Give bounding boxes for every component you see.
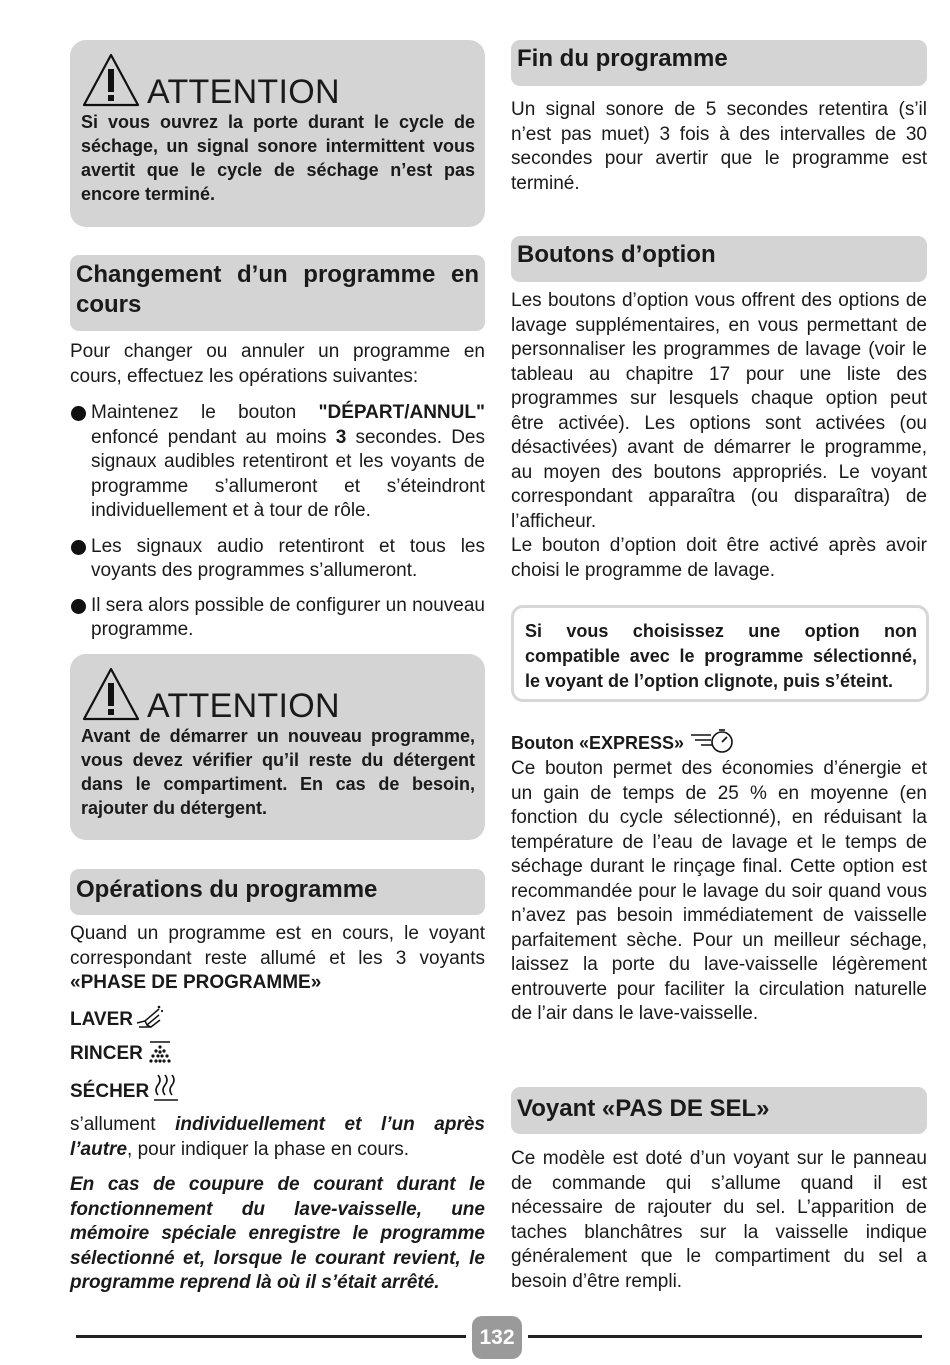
end-program-text: Un signal sonore de 5 secondes retentira (s’il n’est pas muet) 3 fois à des intervalles de 30 secondes pour avertir que le programme est terminé. [511,99,927,194]
heading-text: Voyant «PAS DE SEL» [517,1095,770,1122]
heading-text: Opérations du programme [76,876,378,903]
dry-steam-icon [151,1073,181,1103]
end-program-body [511,98,927,196]
section-heading-change-program [70,255,485,331]
power-cut-note: En cas de coupure de courant durant le fonctionnement du lave-vaisselle, une mémoire spéciale enregistre le programme sélectionné et, lorsque le courant revient, le programme reprend là où il s’était arrêté. [70,1174,485,1293]
text: Maintenez le bouton [91,402,319,423]
heading-text: Fin du programme [517,45,728,72]
incompatible-option-notice [511,605,929,702]
attention-title: ATTENTION [147,687,340,725]
express-label: Bouton «EXPRESS» [511,732,685,753]
text: enfoncé pendant au moins [91,426,336,448]
option-buttons-text: Les boutons d’option vous offrent des options de lavage supplémentaires, en vous permettant de personnaliser les programmes de lavage (voir le tableau au chapitre 17 pour une liste des programmes sur lesquels chaque option peut être activée). Les options sont activées (ou désactivées) avant de démarrer le programme, au moyen des boutons appropriés. Le voyant correspondant apparaîtra (ou disparaîtra) de l’afficheur. [511,290,927,532]
phase-wash [70,1003,165,1031]
express-section [511,729,927,1027]
attention-text: Si vous ouvrez la porte durant le cycle de séchage, un signal sonore intermittent vous avertit que le cycle de séchage n’est pas encore terminé. [81,112,475,204]
operations-intro-text [70,922,485,996]
section-heading-salt [511,1087,927,1134]
section-heading-end-program [511,40,927,86]
change-program-intro: Pour changer ou annuler un programme en cours, effectuez les opérations suivantes: [70,341,485,387]
attention-header [81,662,475,725]
phase-sequence-text [70,1113,485,1162]
option-buttons-note: Le bouton d’option doit être activé après avoir choisi le programme de lavage. [511,535,927,581]
express-clock-icon [689,727,735,755]
salt-body [511,1147,927,1294]
section-heading-option-buttons [511,236,927,282]
attention-box-detergent [70,654,485,840]
text: s’allument [70,1114,176,1135]
phase-label: «PHASE DE PROGRAMME» [70,972,322,993]
list-item [70,535,485,584]
button-name: "DÉPART/ANNUL" [318,402,485,423]
rinse-drops-icon [145,1039,175,1065]
bullet-icon [71,599,86,614]
heading-text: Boutons d’option [517,241,716,268]
phase-label: RINCER [70,1043,143,1064]
footer-rule-right [528,1335,922,1338]
attention-box-drying [70,40,485,227]
heading-text: Changement d’un programme en cours [76,261,479,318]
phase-label: LAVER [70,1009,133,1030]
section-heading-operations [70,869,485,915]
seconds-value: 3 [335,426,347,448]
emphasis: individuellement et l’un après l’autre [70,1114,485,1160]
operations-after [70,1113,485,1296]
warning-triangle-icon [81,52,141,108]
list-item [70,401,485,524]
text: Quand un programme est en cours, le voyant correspondant reste allumé et les 3 voyants [70,923,485,969]
text: Il sera alors possible de configurer un nouveau programme. [91,594,485,640]
attention-title: ATTENTION [147,73,340,111]
bullet-icon [71,406,86,421]
bullet-icon [71,540,86,555]
express-label-row [511,729,927,755]
notice-text: Si vous choisissez une option non compatible avec le programme sélectionné, le voyant de l’option clignote, puis s’éteint. [525,621,917,691]
attention-header [81,48,475,111]
operations-intro [70,922,485,996]
wash-hand-icon [135,1003,165,1031]
phase-rinse [70,1039,175,1065]
page-number: 132 [472,1316,522,1359]
list-item [70,594,485,643]
text: , pour indiquer la phase en cours. [127,1138,410,1160]
text: Les signaux audio retentiront et tous les voyants des programmes s’allumeront. [91,535,485,581]
change-program-body [70,340,485,643]
express-text: Ce bouton permet des économies d’énergie et un gain de temps de 25 % en moyenne (en fonction du cycle sélectionné), en réduisant la température de l’eau de lavage et le temps de séchage durant le rinçage final. Cette option est recommandée pour le lavage du soir quand vous n’avez pas besoin immédiatement de vaisselle parfaitement sèche. Pour un meilleur séchage, laissez la porte du lave-vaisselle légèrement entrouverte pour faciliter la circulation naturelle de l’air dans le lave-vaisselle. [511,758,927,1024]
salt-text: Ce modèle est doté d’un voyant sur le panneau de commande qui s’allume quand il est nécessaire de rajouter du sel. L’apparition de taches blanchâtres sur la vaisselle indique généralement que le compartiment du sel a besoin d’être rempli. [511,1148,927,1292]
warning-triangle-icon [81,666,141,722]
phase-dry [70,1073,181,1103]
attention-text: Avant de démarrer un nouveau programme, vous devez vérifier qu’il reste du détergent dans le compartiment. En cas de besoin, rajouter du détergent. [81,726,475,818]
footer-rule-left [76,1335,466,1338]
text: secondes. Des signaux audibles retentiront et les voyants de programme s’allumeront et s’éteindront individuellement et à tour de rôle. [91,426,485,521]
option-buttons-body [511,289,927,583]
phase-label: SÉCHER [70,1081,150,1102]
